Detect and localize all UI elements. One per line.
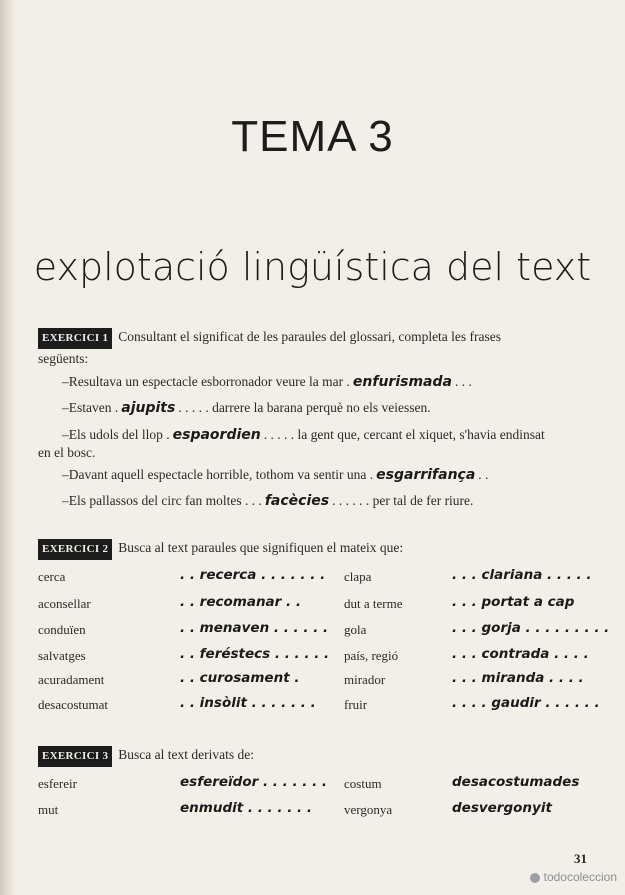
sentence-text: . . [478,467,489,482]
exercise-3-header [38,745,254,767]
exercise-2-instruction: Busca al text paraules que signifiquen el mateix que: [118,540,404,555]
ex2-left-answer: . . insòlit . . . . . . . [180,695,316,711]
watermark-logo-icon [530,873,540,883]
ex3-right-word: vergonya [344,802,393,817]
ex2-right-answer: . . . contrada . . . . [452,646,589,662]
sentence-text: –Davant aquell espectacle horrible, tothom va sentir una . [62,467,374,482]
exercise-1-sentence-5 [62,492,473,510]
sentence-text: . . . . . darrere la barana perquè no els veiessen. [178,400,431,415]
ex3-right-word: costum [344,776,382,791]
sentence-text: –Estaven . [62,400,119,415]
exercise-1-badge: EXERCICI 1 [38,328,112,349]
ex3-left-answer: esfereïdor . . . . . . . [180,774,328,790]
exercise-1-sentence-3 [38,426,558,462]
exercise-1-sentence-1 [62,373,472,391]
sentence-text: –Resultava un espectacle esborronador veure la mar . [62,374,350,389]
page-number: 31 [574,851,587,866]
sentence-text: . . . [454,374,472,389]
page-title: TEMA 3 [231,112,394,161]
ex2-left-answer: . . recerca . . . . . . . [180,567,326,583]
exercise-1-sentence-4 [62,466,488,484]
exercise-1-header [38,327,586,368]
handwritten-answer: espaordien [172,427,261,443]
ex2-left-word: salvatges [38,648,86,663]
exercise-1-sentence-2 [62,399,431,417]
ex2-left-word: acuradament [38,672,105,687]
sentence-text: –Els pallassos del circ fan moltes . . . [62,493,262,508]
section-subtitle: explotació lingüística del text [33,245,592,289]
ex2-left-answer: . . feréstecs . . . . . . [180,646,330,662]
ex2-left-word: conduïen [38,622,86,637]
ex3-left-word: mut [38,802,59,817]
exercise-3-instruction: Busca al text derivats de: [118,747,254,762]
ex2-left-word: aconsellar [38,596,91,611]
ex3-left-answer: enmudit . . . . . . . [180,800,313,816]
ex2-right-word: fruir [344,697,368,712]
ex2-right-answer: . . . gorja . . . . . . . . . [452,620,610,636]
handwritten-answer: ajupits [121,400,176,416]
exercise-2-badge: EXERCICI 2 [38,539,112,560]
ex2-right-word: país, regió [344,648,399,663]
sentence-text: . . . . . . per tal de fer riure. [332,493,474,508]
handwritten-answer: facècies [264,493,330,509]
ex2-right-word: dut a terme [344,596,403,611]
sentence-text: . . . . . la gent que, cercant el xiquet, s'havia endinsat en el bosc. [38,427,545,460]
ex2-right-word: clapa [344,569,372,584]
ex2-left-word: desacostumat [38,697,109,712]
ex2-right-word: mirador [344,672,386,687]
ex2-left-answer: . . recomanar . . [180,594,301,610]
ex3-left-word: esfereir [38,776,77,791]
ex2-left-answer: . . menaven . . . . . . [180,620,329,636]
sentence-text: –Els udols del llop . [62,427,170,442]
watermark [530,870,617,884]
ex2-right-answer: . . . miranda . . . . [452,670,584,686]
ex3-right-answer: desvergonyit [452,800,552,816]
ex2-right-answer: . . . . gaudir . . . . . . [452,695,600,711]
handwritten-answer: enfurismada [352,374,452,390]
ex2-left-word: cerca [38,569,66,584]
exercise-1-instruction: Consultant el significat de les paraules del glossari, completa les frases [118,329,502,344]
handwritten-answer: esgarrifança [376,467,476,483]
exercise-2-header [38,538,403,560]
ex2-left-answer: . . curosament . [180,670,300,686]
ex2-right-answer: . . . clariana . . . . . [452,567,592,583]
ex3-right-answer: desacostumades [452,774,580,790]
watermark-text: todocoleccion [543,870,617,884]
ex2-right-word: gola [344,622,367,637]
exercise-3-badge: EXERCICI 3 [38,746,112,767]
ex2-right-answer: . . . portat a cap [452,594,575,610]
exercise-1-instruction-cont: següents: [38,351,89,366]
